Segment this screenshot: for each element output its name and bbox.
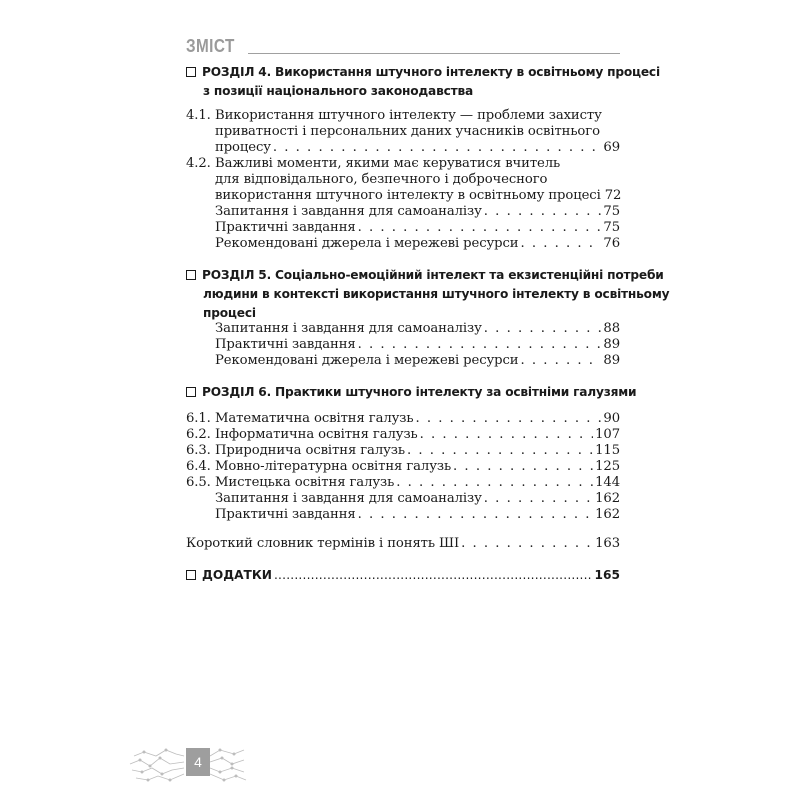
leader-dots bbox=[484, 491, 593, 507]
toc-entry-appendix[interactable]: ДОДАТКИ ..... 165 bbox=[186, 567, 620, 583]
page-ref: 69 bbox=[603, 140, 620, 155]
toc-entry-4-practice[interactable]: Практичні завдання . . . 75 bbox=[186, 220, 620, 236]
page-footer bbox=[128, 742, 248, 787]
toc-entry-6-4[interactable]: 6.4. Мовно-літературна освітня галузь . . . 125 bbox=[186, 459, 620, 475]
page-ref: 125 bbox=[595, 459, 620, 474]
page-header bbox=[186, 34, 620, 60]
checkbox-icon bbox=[186, 570, 196, 580]
page-ref: 89 bbox=[603, 337, 620, 352]
page-number: 4 bbox=[186, 748, 210, 776]
leader-dots bbox=[461, 536, 593, 552]
page-ref: 162 bbox=[595, 507, 620, 522]
page-ref: 88 bbox=[603, 321, 620, 336]
section-6-heading[interactable]: РОЗДІЛ 6. Практики штучного інтелекту за освітніми галузями bbox=[186, 383, 626, 402]
page-ref: 75 bbox=[603, 220, 620, 235]
checkbox-icon bbox=[186, 270, 196, 280]
leader-dots bbox=[521, 236, 602, 252]
toc-entry-5-questions[interactable]: Запитання і завдання для самоаналізу . . . 88 bbox=[186, 321, 620, 337]
toc-entry-6-1[interactable]: 6.1. Математична освітня галузь . . . 90 bbox=[186, 411, 620, 427]
toc-entry-4-1[interactable]: 4.1. Використання штучного інтелекту — проблеми захисту приватності і персональних даних учасників освітнього процесу . . . 69 bbox=[186, 108, 620, 156]
toc-entry-5-sources[interactable]: Рекомендовані джерела і мережеві ресурси . . . 89 bbox=[186, 353, 620, 369]
toc-entry-4-sources[interactable]: Рекомендовані джерела і мережеві ресурси . . . 76 bbox=[186, 236, 620, 252]
leader-dots bbox=[396, 475, 593, 491]
leader-dots bbox=[484, 204, 602, 220]
toc-entry-6-2[interactable]: 6.2. Інформатична освітня галузь . . . 107 bbox=[186, 427, 620, 443]
leader-dots bbox=[407, 443, 593, 459]
page-ref: 107 bbox=[595, 427, 620, 442]
leader-dots bbox=[521, 353, 602, 369]
toc-entry-4-questions[interactable]: Запитання і завдання для самоаналізу . . . 75 bbox=[186, 204, 620, 220]
leader-dots bbox=[415, 411, 601, 427]
leader-dots bbox=[484, 321, 602, 337]
header-rule bbox=[248, 53, 620, 54]
leader-dots bbox=[358, 507, 594, 523]
toc-entry-4-2[interactable]: 4.2. Важливі моменти, якими має керуватися вчитель для відповідального, безпечного і доброчесного використання штучного інтелекту в освітньому процесі 72 bbox=[186, 156, 622, 203]
page-ref: 165 bbox=[594, 568, 620, 582]
page-title: ЗМІСТ bbox=[186, 36, 235, 56]
toc-entry-6-5[interactable]: 6.5. Мистецька освітня галузь . . . 144 bbox=[186, 475, 620, 491]
page-ref: 115 bbox=[595, 443, 620, 458]
page-ref: 72 bbox=[604, 188, 622, 203]
leader-dots bbox=[273, 140, 602, 156]
page-ref: 76 bbox=[603, 236, 620, 251]
section-4-heading[interactable]: РОЗДІЛ 4. Використання штучного інтелекту в освітньому процесі з позиції національного законодавства bbox=[186, 63, 626, 101]
toc-entry-6-3[interactable]: 6.3. Природнича освітня галузь . . . 115 bbox=[186, 443, 620, 459]
page-ref: 89 bbox=[603, 353, 620, 368]
leader-dots bbox=[358, 337, 602, 353]
toc-entry-5-practice[interactable]: Практичні завдання . . . 89 bbox=[186, 337, 620, 353]
section-5-heading[interactable]: РОЗДІЛ 5. Соціально-емоційний інтелект та екзистенційні потреби людини в контексті використання штучного інтелекту в освітньому процесі bbox=[186, 266, 626, 323]
toc-entry-6-questions[interactable]: Запитання і завдання для самоаналізу . . . 162 bbox=[186, 491, 620, 507]
toc-entry-glossary[interactable]: Короткий словник термінів і понять ШІ . . . 163 bbox=[186, 536, 620, 552]
page-ref: 162 bbox=[595, 491, 620, 506]
toc-entry-6-practice[interactable]: Практичні завдання . . . 162 bbox=[186, 507, 620, 523]
page-ref: 144 bbox=[595, 475, 620, 490]
leader-dots bbox=[358, 220, 602, 236]
leader-dots bbox=[453, 459, 593, 475]
leader-dots bbox=[420, 427, 594, 443]
page-ref: 75 bbox=[603, 204, 620, 219]
checkbox-icon bbox=[186, 387, 196, 397]
page-ref: 90 bbox=[603, 411, 620, 426]
checkbox-icon bbox=[186, 67, 196, 77]
page-ref: 163 bbox=[595, 536, 620, 551]
leader-dots bbox=[274, 567, 593, 583]
